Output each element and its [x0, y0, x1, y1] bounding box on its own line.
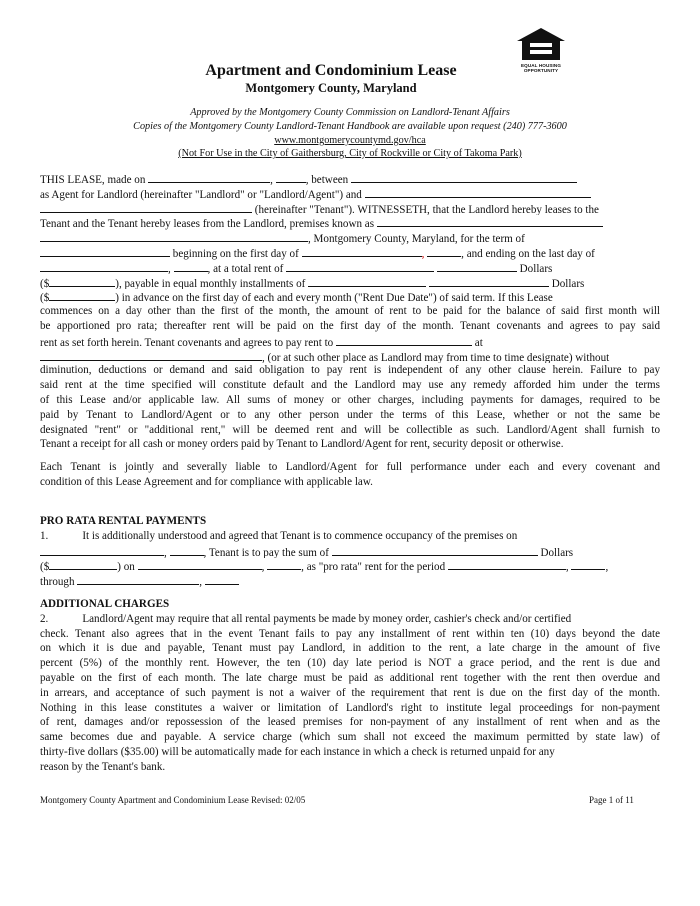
pro-rata-heading: PRO RATA RENTAL PAYMENTS [40, 515, 207, 527]
lease-line: , Montgomery County, Maryland, for the term of [40, 230, 660, 245]
rent-payment-address-field[interactable] [40, 349, 262, 361]
tenant-name-field[interactable] [40, 201, 252, 213]
lease-line: on which it is due and payable, Tenant must pay Landlord, in addition to the rent, a late charge in the amount of five [40, 642, 660, 655]
lease-body [40, 171, 660, 452]
additional-charges-heading: ADDITIONAL CHARGES [40, 598, 170, 610]
page-number: Page 1 of 11 [589, 795, 634, 805]
equal-housing-opportunity-icon [516, 27, 566, 61]
premises-address-field[interactable] [40, 230, 308, 242]
period-start-field[interactable] [448, 558, 566, 570]
lease-line: percent (5%) of the monthly rent. However, the ten (10) day late period is NOT a grace period, and the rent is due and [40, 657, 660, 670]
premises-field[interactable] [377, 215, 603, 227]
end-year-field[interactable] [174, 260, 208, 272]
logo-line-1: EQUAL HOUSING [520, 63, 561, 68]
lease-line: 1. It is additionally understood and agreed that Tenant is to commence occupancy of the premises on [40, 529, 518, 542]
footer-revision: Montgomery County Apartment and Condominium Lease Revised: 02/05 [40, 795, 306, 805]
hca-link[interactable]: www.montgomerycountymd.gov/hca [274, 135, 426, 146]
lease-line: same becomes due and payable. A service charge (which sum shall not exceed the maximum permitted by state law) of [40, 731, 660, 744]
lease-date-field[interactable] [148, 171, 270, 183]
lease-line: be apportioned pro rata; thereafter rent will be paid on the first day of the month. Tenant covenants and agrees to pay said [40, 319, 660, 332]
pro-rata-due-year-field[interactable] [267, 558, 301, 570]
period-end-year-field[interactable] [205, 573, 239, 585]
lease-line: ($ ) in advance on the first day of each and every month ("Rent Due Date") of said term. If this Lease [40, 289, 660, 304]
period-start-year-field[interactable] [571, 558, 605, 570]
handbook-note: Copies of the Montgomery County Landlord-Tenant Handbook are available upon request (240) 777-3600 [133, 121, 567, 132]
lease-line: diminution, deductions or demand and said obligation to pay rent is independent of any other clause herein. Failure to pay [40, 364, 660, 377]
lease-line: Nothing in this lease constitutes a waiver or limitation of Landlord's right to institute legal proceedings for non-payment [40, 701, 660, 714]
lease-line: Tenant and the Tenant hereby leases from the Landlord, premises known as [40, 215, 660, 230]
total-rent-words-field-2[interactable] [437, 260, 517, 272]
occupancy-date-field[interactable] [40, 544, 164, 556]
total-rent-amount-field[interactable] [49, 275, 115, 287]
lease-year-field[interactable] [276, 171, 306, 183]
lease-line: designated "rent" or "additional rent," will be deemed rent and will be collectible as such. Landlord/Agent shall furnish to [40, 423, 660, 436]
lease-line: thirty-five dollars ($35.00) will be automatically made for each instance in which a check is returned unpaid for any [40, 745, 555, 758]
lease-line: as Agent for Landlord (hereinafter "Landlord" or "Landlord/Agent") and [40, 186, 660, 201]
pro-rata-amount-field[interactable] [49, 558, 117, 570]
additional-charges-section [40, 597, 660, 775]
period-end-field[interactable] [77, 573, 199, 585]
lease-line: reason by the Tenant's bank. [40, 760, 166, 773]
lease-line: beginning on the first day of , , and ending on the last day of [40, 245, 660, 260]
occupancy-year-field[interactable] [170, 544, 204, 556]
term-field[interactable] [40, 245, 170, 257]
lease-line: condition of this Lease Agreement and for compliance with applicable law. [40, 475, 373, 488]
lease-line: payable on the first of each month. The late charge must be paid as additional rent together with the rent then overdue and [40, 671, 660, 684]
lease-line: paid by Tenant to Landlord/Agent or to any other person under the terms of this Lease, whether or not the same be [40, 408, 660, 421]
lease-line: Tenant a receipt for all cash or money orders paid by Tenant to Landlord/Agent for rent, security deposit or otherwise. [40, 438, 564, 451]
lease-line: said rent at the time specified will constitute default and the Landlord may use any remedy afforded him under the terms [40, 379, 660, 392]
lease-line: of this Lease and/or applicable law. All sums of money or other charges, including payments for damages, required to be [40, 393, 660, 406]
lease-line: through , [40, 573, 660, 588]
total-rent-words-field[interactable] [286, 260, 434, 272]
lease-line: ($ ), payable in equal monthly installments of Dollars [40, 275, 660, 290]
end-month-field[interactable] [40, 260, 168, 272]
lease-line: ($ ) on , , as "pro rata" rent for the period , , [40, 558, 660, 573]
page-subtitle: Montgomery County, Maryland [245, 81, 417, 95]
landlord-name-field[interactable] [365, 186, 591, 198]
monthly-rent-words-field-2[interactable] [429, 275, 549, 287]
lease-line: of rent, damages and/or repossession of the leased premises for non-payment of any installment of rent when and as the [40, 716, 660, 729]
lease-line: THIS LEASE, made on , , between [40, 171, 660, 186]
lease-line: , , Tenant is to pay the sum of Dollars [40, 544, 660, 559]
start-month-field[interactable] [302, 245, 422, 257]
pro-rata-section [40, 514, 660, 588]
approval-note: Approved by the Montgomery County Commission on Landlord-Tenant Affairs [190, 107, 510, 118]
lease-line: check. Tenant also agrees that in the event Tenant fails to pay any installment of rent within ten (10) days beyond the date [40, 627, 660, 640]
pro-rata-due-date-field[interactable] [138, 558, 262, 570]
lease-line: , (or at such other place as Landlord may from time to time designate) without [40, 349, 660, 364]
joint-liability-paragraph [40, 460, 660, 490]
lease-line: rent as set forth herein. Tenant covenants and agrees to pay rent to at [40, 334, 660, 349]
not-for-use-note: (Not For Use in the City of Gaithersburg, City of Rockville or City of Takoma Park) [178, 148, 522, 159]
lease-line: in arrears, and acceptance of such payment is not a waiver of the requirement that rent is due on the first day of the month. [40, 686, 660, 699]
lease-line: 2. Landlord/Agent may require that all rental payments be made by money order, cashier's check and/or certified [40, 612, 572, 625]
lease-line: (hereinafter "Tenant"). WITNESSETH, that the Landlord hereby leases to the [40, 201, 660, 216]
rent-payee-field[interactable] [336, 334, 472, 346]
lease-line: Each Tenant is jointly and severally liable to Landlord/Agent for full performance under each and every covenant and [40, 461, 660, 473]
page-title: Apartment and Condominium Lease [205, 62, 457, 79]
agent-name-field[interactable] [351, 171, 577, 183]
monthly-rent-amount-field[interactable] [49, 289, 115, 301]
logo-line-2: OPPORTUNITY [523, 68, 559, 73]
start-year-field[interactable] [427, 245, 461, 257]
lease-line: , , at a total rent of Dollars [40, 260, 660, 275]
monthly-rent-words-field[interactable] [308, 275, 426, 287]
lease-line: commences on a day other than the first of the month, the amount of rent to be paid for the balance of said first month will [40, 305, 660, 318]
pro-rata-words-field[interactable] [332, 544, 538, 556]
